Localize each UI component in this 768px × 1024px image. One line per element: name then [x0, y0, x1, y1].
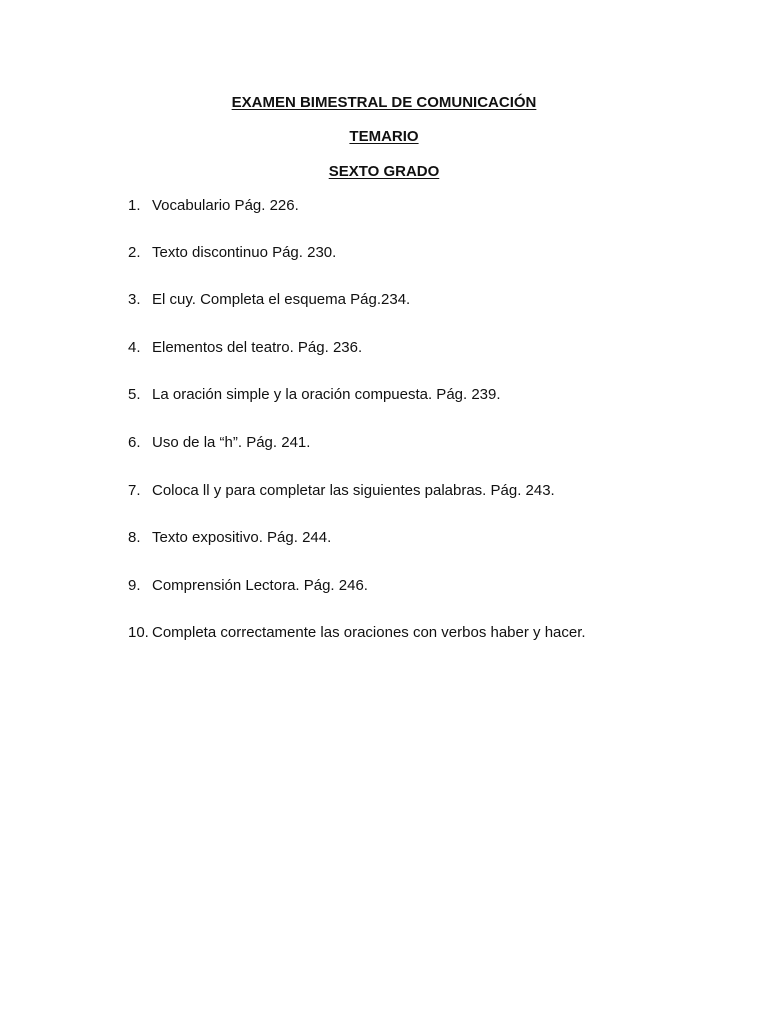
item-text: La oración simple y la oración compuesta. Pág. 239.: [152, 386, 501, 403]
list-item: [128, 482, 748, 500]
item-text: Uso de la “h”. Pág. 241.: [152, 434, 311, 451]
item-text: Comprensión Lectora. Pág. 246.: [152, 577, 368, 594]
grade-heading: SEXTO GRADO: [328, 163, 440, 180]
list-item: [128, 529, 748, 547]
list-item: [128, 434, 748, 452]
list-item: [128, 197, 748, 215]
item-number: 3.: [128, 291, 141, 308]
list-item: [128, 339, 748, 357]
list-item: [128, 291, 748, 309]
item-text: Elementos del teatro. Pág. 236.: [152, 339, 363, 356]
item-text: Vocabulario Pág. 226.: [152, 197, 299, 214]
item-text: Texto discontinuo Pág. 230.: [152, 244, 337, 261]
item-number: 7.: [128, 482, 141, 499]
document-title: EXAMEN BIMESTRAL DE COMUNICACIÓN: [231, 94, 537, 111]
list-item: [128, 577, 748, 595]
list-item: [128, 386, 748, 404]
item-text: Coloca ll y para completar las siguientes palabras. Pág. 243.: [152, 482, 555, 499]
item-text: El cuy. Completa el esquema Pág.234.: [152, 291, 411, 308]
item-number: 2.: [128, 244, 141, 261]
document-subtitle: TEMARIO: [349, 128, 419, 145]
item-number: 1.: [128, 197, 141, 214]
item-number: 10.: [128, 624, 149, 641]
item-number: 4.: [128, 339, 141, 356]
item-number: 5.: [128, 386, 141, 403]
item-number: 6.: [128, 434, 141, 451]
list-item: [128, 244, 748, 262]
list-item: [128, 624, 748, 642]
item-number: 8.: [128, 529, 141, 546]
item-number: 9.: [128, 577, 141, 594]
item-text: Completa correctamente las oraciones con verbos haber y hacer.: [152, 624, 586, 641]
item-text: Texto expositivo. Pág. 244.: [152, 529, 332, 546]
